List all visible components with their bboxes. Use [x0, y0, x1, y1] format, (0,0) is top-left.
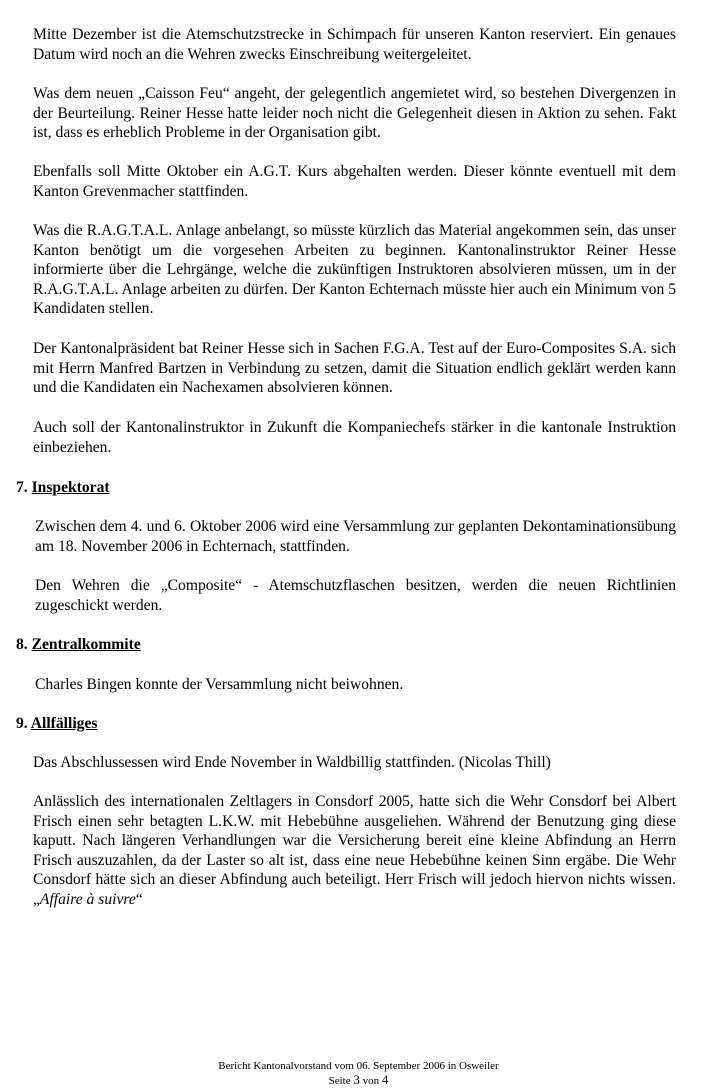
page-current: 3: [353, 1072, 360, 1087]
footer-page-number: [0, 1073, 717, 1088]
paragraph-dekontamination: Zwischen dem 4. und 6. Oktober 2006 wird eine Versammlung zur geplanten Dekontaminationsübung am 18. November 2006 in Echternach, stattfinden.: [35, 518, 676, 555]
paragraph-kompaniechefs: Auch soll der Kantonalinstruktor in Zukunft die Kompaniechefs stärker in die kantonale Instruktion einbeziehen.: [33, 419, 676, 456]
quote-close: “: [135, 890, 143, 908]
italic-phrase: Affaire à suivre: [39, 890, 136, 908]
paragraph-ragtal: Was die R.A.G.T.A.L. Anlage anbelangt, so müsste kürzlich das Material angekommen sein, das unser Kanton benötigt um die vorgesehen Arbeiten zu beginnen. Kantonalinstruktor Reiner Hesse informierte über die Lehrgänge, welche die zukünftigen Instruktoren absolvieren müssen, um in der R.A.G.T.A.L. Anlage arbeiten zu dürfen. Der Kanton Echternach müsste hier auch ein Minimum von 5 Kandidaten stellen.: [33, 222, 676, 318]
paragraph-caisson-feu: Was dem neuen „Caisson Feu“ angeht, der gelegentlich angemietet wird, so bestehen Divergenzen in der Beurteilung. Reiner Hesse hatte leider noch nicht die Gelegenheit diesen in Aktion zu sehen. Fakt ist, dass es erheblich Probleme in der Organisation gibt.: [33, 85, 676, 142]
section-title: Zentralkommite: [31, 636, 141, 653]
section-number: 8.: [16, 636, 28, 653]
paragraph-abschlussessen: Das Abschlussessen wird Ende November in Waldbillig stattfinden. (Nicolas Thill): [33, 754, 551, 771]
paragraph-atemschutzstrecke: Mitte Dezember ist die Atemschutzstrecke in Schimpach für unseren Kanton reserviert. Ein genaues Datum wird noch an die Wehren zwecks Einschreibung weitergeleitet.: [33, 26, 676, 63]
page-footer: [0, 1059, 717, 1088]
paragraph-charles-bingen: Charles Bingen konnte der Versammlung nicht beiwohnen.: [35, 676, 404, 693]
section-title: Inspektorat: [31, 479, 110, 496]
paragraph-zeltlager: [33, 792, 676, 910]
quote-open: „: [33, 890, 40, 908]
page-total: 4: [381, 1072, 389, 1087]
footer-report-title: Bericht Kantonalvorstand vom 06. September 2006 in Osweiler: [218, 1060, 499, 1072]
section-number: 9.: [16, 715, 28, 732]
paragraph-composite: Den Wehren die „Composite“ - Atemschutzflaschen besitzen, werden die neuen Richtlinien zugeschickt werden.: [35, 577, 676, 614]
paragraph-fga-test: Der Kantonalpräsident bat Reiner Hesse sich in Sachen F.G.A. Test auf der Euro-Composites S.A. sich mit Herrn Manfred Bartzen in Verbindung zu setzen, damit die Situation endlich geklärt werden kann und die Kandidaten ein Nachexamen absolvieren können.: [33, 340, 676, 397]
section-heading-allfaelliges: [16, 714, 97, 734]
section-heading-zentralkommite: [16, 635, 141, 655]
section-title: Allfälliges: [30, 715, 98, 732]
section-heading-inspektorat: [16, 478, 110, 498]
page-separator: von: [359, 1075, 382, 1087]
section-number: 7.: [16, 479, 28, 496]
page-prefix: Seite: [328, 1075, 354, 1087]
paragraph-agt-kurs: Ebenfalls soll Mitte Oktober ein A.G.T. Kurs abgehalten werden. Dieser könnte eventuell mit dem Kanton Grevenmacher stattfinden.: [33, 163, 676, 200]
paragraph-text: Anlässlich des internationalen Zeltlagers in Consdorf 2005, hatte sich die Wehr Consdorf bei Albert Frisch einen sehr betagten L.K.W. mit Hebebühne ausgeliehen. Während der Benutzung ging diese kaputt. Nach längeren Verhandlungen war die Versicherung bereit eine kleine Abfindung an Herrn Frisch auszuzahlen, da der Laster so alt ist, dass eine neue Hebebühne keinen Sinn ergäbe. Die Wehr Consdorf hätte sich an dieser Abfindung auch beteiligt. Herr Frisch will jedoch hiervon nichts wissen.: [33, 793, 676, 889]
